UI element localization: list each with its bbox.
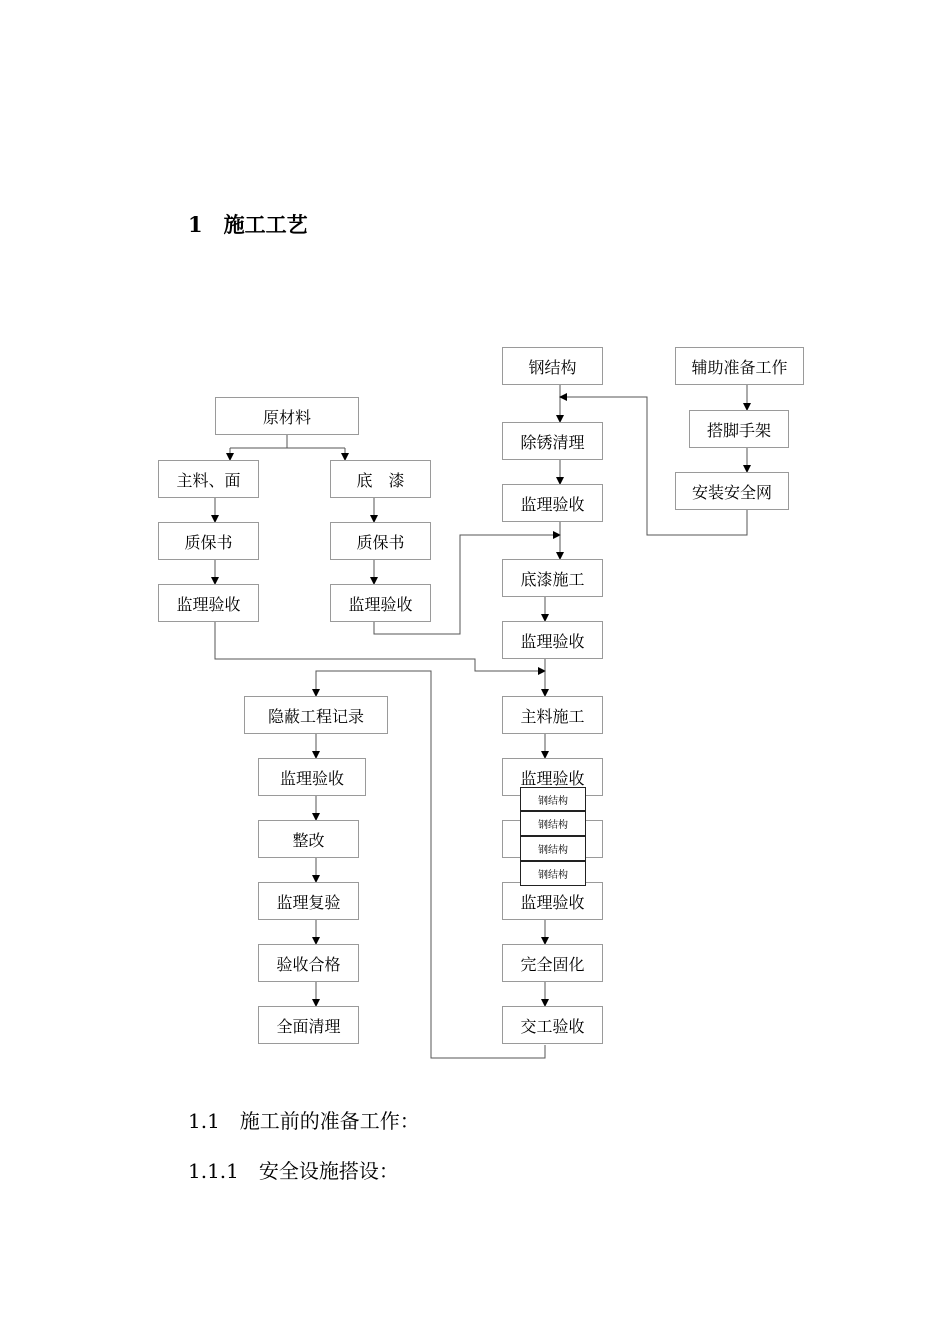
box-handover: 交工验收 xyxy=(502,1006,603,1044)
box-cleanup: 全面清理 xyxy=(258,1006,359,1044)
overlay-label: 钢结构 xyxy=(520,811,586,836)
box-reinspect: 监理复验 xyxy=(258,882,359,920)
box-primer-work: 底漆施工 xyxy=(502,559,603,597)
overlay-label: 钢结构 xyxy=(520,836,586,861)
box-derust: 除锈清理 xyxy=(502,422,603,460)
box-main-material: 主料、面 xyxy=(158,460,259,498)
box-scaffold: 搭脚手架 xyxy=(689,410,789,448)
box-rectify: 整改 xyxy=(258,820,359,858)
box-aux-prep: 辅助准备工作 xyxy=(675,347,804,385)
box-raw-material: 原材料 xyxy=(215,397,359,435)
box-cure: 完全固化 xyxy=(502,944,603,982)
box-cert-a: 质保书 xyxy=(158,522,259,560)
box-passed: 验收合格 xyxy=(258,944,359,982)
section-1-1-heading: 1.1 施工前的准备工作： xyxy=(188,1109,420,1133)
box-inspect-b: 监理验收 xyxy=(330,584,431,622)
box-inspect-g: 监理验收 xyxy=(258,758,366,796)
box-primer: 底 漆 xyxy=(330,460,431,498)
overlay-label: 钢结构 xyxy=(520,861,586,886)
box-inspect-f: 监理验收 xyxy=(502,882,603,920)
box-inspect-d: 监理验收 xyxy=(502,621,603,659)
overlay-label: 钢结构 xyxy=(520,787,586,811)
section-1-1-1-heading: 1.1.1 安全设施搭设： xyxy=(188,1159,399,1183)
box-hidden-record: 隐蔽工程记录 xyxy=(244,696,388,734)
box-inspect-a: 监理验收 xyxy=(158,584,259,622)
box-inspect-c: 监理验收 xyxy=(502,484,603,522)
box-cert-b: 质保书 xyxy=(330,522,431,560)
box-main-work: 主料施工 xyxy=(502,696,603,734)
box-safety-net: 安装安全网 xyxy=(675,472,789,510)
section-heading: 1 施工工艺 xyxy=(188,212,308,237)
box-inspect-e: 监理验收 xyxy=(502,758,603,796)
box-steel-structure: 钢结构 xyxy=(502,347,603,385)
